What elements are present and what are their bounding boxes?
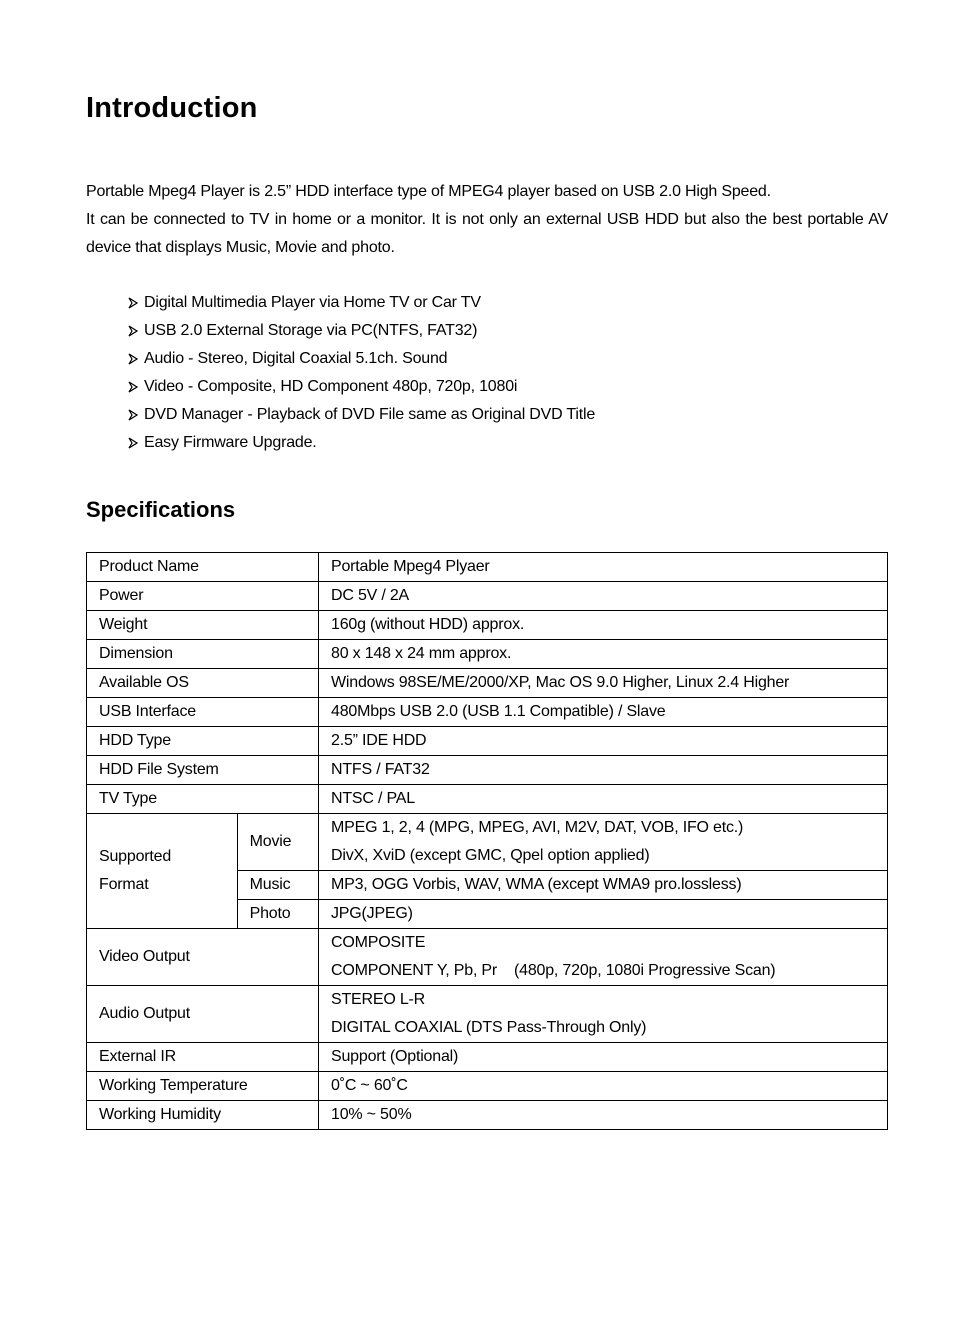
arrow-bullet-icon xyxy=(128,297,138,309)
spec-label: Available OS xyxy=(87,669,319,698)
table-row xyxy=(87,986,888,1043)
spec-value: 10% ~ 50% xyxy=(319,1101,888,1130)
spec-value: MP3, OGG Vorbis, WAV, WMA (except WMA9 pro.lossless) xyxy=(319,871,888,900)
spec-value: 0˚C ~ 60˚C xyxy=(319,1072,888,1101)
table-row xyxy=(87,698,888,727)
table-row xyxy=(87,1101,888,1130)
spec-label: Supported Format xyxy=(87,814,238,929)
spec-value: Portable Mpeg4 Plyaer xyxy=(319,553,888,582)
arrow-bullet-icon xyxy=(128,437,138,449)
table-row xyxy=(87,669,888,698)
table-row xyxy=(87,640,888,669)
table-row xyxy=(87,727,888,756)
spec-label: HDD File System xyxy=(87,756,319,785)
spec-label: USB Interface xyxy=(87,698,319,727)
table-row xyxy=(87,929,888,986)
spec-value-line: COMPONENT Y, Pb, Pr (480p, 720p, 1080i Progressive Scan) xyxy=(331,962,776,979)
spec-sublabel: Movie xyxy=(237,814,318,871)
spec-value-line: STEREO L-R xyxy=(331,991,426,1008)
spec-label: Audio Output xyxy=(87,986,319,1043)
feature-list xyxy=(128,289,595,457)
page-title: Introduction xyxy=(86,92,258,124)
spec-value: Windows 98SE/ME/2000/XP, Mac OS 9.0 Higher, Linux 2.4 Higher xyxy=(319,669,888,698)
spec-label: Power xyxy=(87,582,319,611)
spec-sublabel: Music xyxy=(237,871,318,900)
spec-label: Working Humidity xyxy=(87,1101,319,1130)
table-row xyxy=(87,1043,888,1072)
specifications-table xyxy=(86,552,888,1130)
table-row xyxy=(87,814,888,871)
spec-value-line: COMPOSITE xyxy=(331,934,426,951)
spec-value: 480Mbps USB 2.0 (USB 1.1 Compatible) / Slave xyxy=(319,698,888,727)
list-item xyxy=(128,289,595,317)
list-item xyxy=(128,317,595,345)
feature-text: DVD Manager - Playback of DVD File same as Original DVD Title xyxy=(144,406,596,423)
spec-value xyxy=(319,929,888,986)
feature-text: Audio - Stereo, Digital Coaxial 5.1ch. Sound xyxy=(144,350,448,367)
spec-value-line: DIGITAL COAXIAL (DTS Pass-Through Only) xyxy=(331,1019,647,1036)
spec-sublabel: Photo xyxy=(237,900,318,929)
table-row xyxy=(87,756,888,785)
spec-label: Video Output xyxy=(87,929,319,986)
spec-value: Support (Optional) xyxy=(319,1043,888,1072)
list-item xyxy=(128,429,595,457)
table-row xyxy=(87,785,888,814)
arrow-bullet-icon xyxy=(128,409,138,421)
spec-value: NTSC / PAL xyxy=(319,785,888,814)
spec-value: DC 5V / 2A xyxy=(319,582,888,611)
table-row xyxy=(87,582,888,611)
spec-value: NTFS / FAT32 xyxy=(319,756,888,785)
table-row xyxy=(87,1072,888,1101)
list-item xyxy=(128,345,595,373)
specifications-heading: Specifications xyxy=(86,497,236,522)
spec-value: JPG(JPEG) xyxy=(319,900,888,929)
spec-label: Working Temperature xyxy=(87,1072,319,1101)
arrow-bullet-icon xyxy=(128,325,138,337)
spec-value: 80 x 148 x 24 mm approx. xyxy=(319,640,888,669)
spec-label: Dimension xyxy=(87,640,319,669)
spec-label: Weight xyxy=(87,611,319,640)
spec-label: External IR xyxy=(87,1043,319,1072)
list-item xyxy=(128,373,595,401)
intro-line-2: It can be connected to TV in home or a monitor. It is not only an external USB HDD but also the best portable AV device that displays Music, Movie and photo. xyxy=(86,211,888,256)
feature-text: Digital Multimedia Player via Home TV or Car TV xyxy=(144,294,481,311)
intro-paragraph xyxy=(86,178,888,262)
spec-label: HDD Type xyxy=(87,727,319,756)
arrow-bullet-icon xyxy=(128,381,138,393)
spec-value-line: DivX, XviD (except GMC, Qpel option applied) xyxy=(331,847,650,864)
spec-value xyxy=(319,814,888,871)
feature-text: Video - Composite, HD Component 480p, 720p, 1080i xyxy=(144,378,518,395)
intro-line-1: Portable Mpeg4 Player is 2.5” HDD interface type of MPEG4 player based on USB 2.0 High Speed. xyxy=(86,183,771,200)
spec-value: 160g (without HDD) approx. xyxy=(319,611,888,640)
spec-label: TV Type xyxy=(87,785,319,814)
spec-value xyxy=(319,986,888,1043)
table-row xyxy=(87,553,888,582)
list-item xyxy=(128,401,595,429)
spec-value: 2.5” IDE HDD xyxy=(319,727,888,756)
arrow-bullet-icon xyxy=(128,353,138,365)
spec-value-line: MPEG 1, 2, 4 (MPG, MPEG, AVI, M2V, DAT, VOB, IFO etc.) xyxy=(331,819,744,836)
feature-text: Easy Firmware Upgrade. xyxy=(144,434,317,451)
table-row xyxy=(87,611,888,640)
spec-label: Product Name xyxy=(87,553,319,582)
feature-text: USB 2.0 External Storage via PC(NTFS, FAT32) xyxy=(144,322,478,339)
